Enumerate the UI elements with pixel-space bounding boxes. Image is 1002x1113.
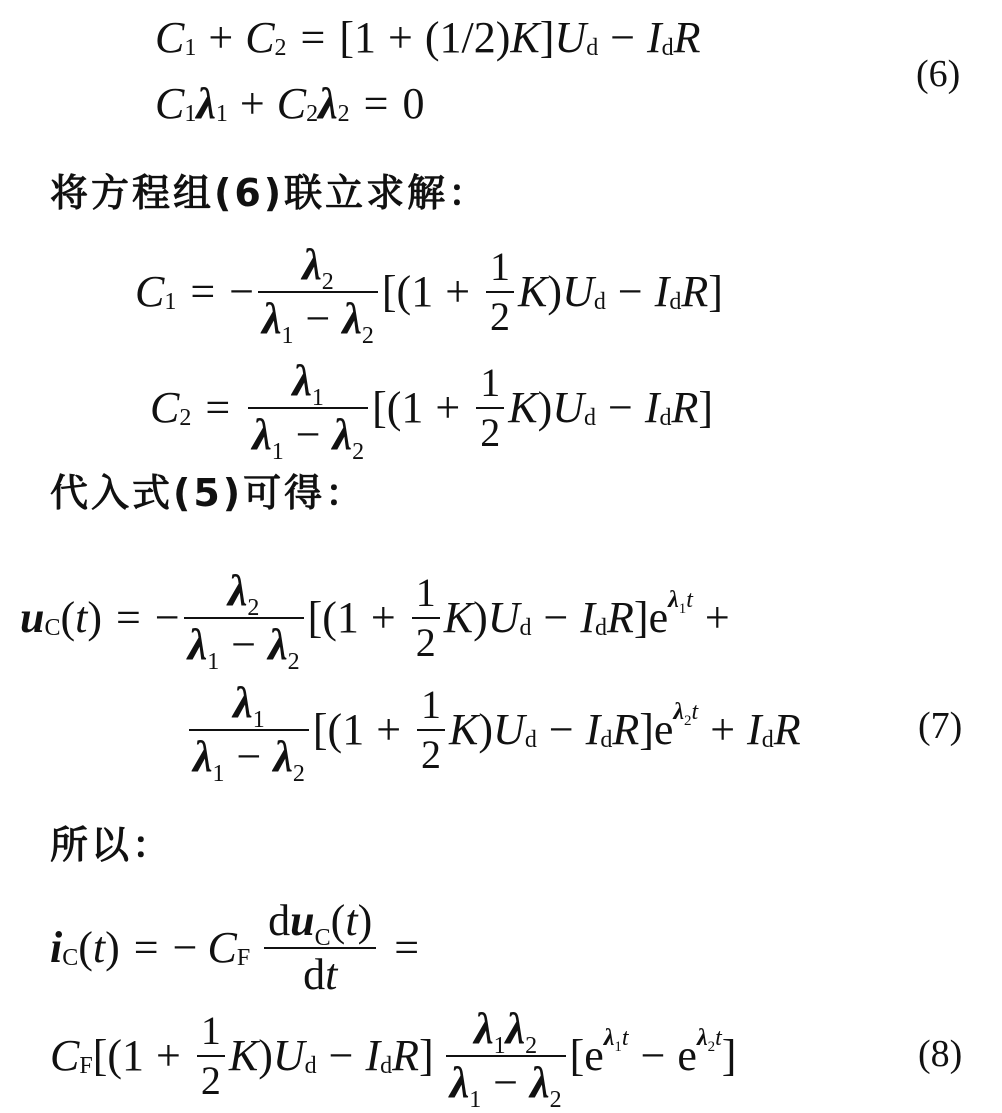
fraction-bar xyxy=(446,1055,566,1057)
symbol-lambda: λ xyxy=(668,587,679,614)
subscript: d xyxy=(595,615,608,642)
equals-sign: = xyxy=(190,267,216,317)
paragraph-substitute-intro: 代入式(5)可得： xyxy=(50,471,367,515)
fraction-lambda-product xyxy=(446,1004,566,1113)
subscript: 1 xyxy=(184,101,197,127)
subscript: d xyxy=(661,35,674,61)
subscript: 1 xyxy=(215,101,228,127)
symbol-C: C xyxy=(135,267,165,317)
paren-close: ) xyxy=(105,923,120,973)
symbol-t: t xyxy=(686,587,693,614)
symbol-u: u xyxy=(20,593,45,643)
denominator: 2 xyxy=(490,294,511,340)
symbol-K: K xyxy=(228,1031,259,1081)
fraction-bar xyxy=(197,1055,225,1057)
fraction-bar xyxy=(417,729,445,731)
subscript: d xyxy=(600,727,613,754)
symbol-e: e xyxy=(648,593,669,643)
minus-sign: − xyxy=(543,593,569,643)
paren-close: ) xyxy=(547,267,563,317)
symbol-K: K xyxy=(510,13,540,62)
fraction-one-half xyxy=(417,684,445,776)
subscript: d xyxy=(593,289,606,316)
subscript: 1 xyxy=(614,1039,622,1056)
equation-uC-line-1 xyxy=(20,566,742,676)
symbol-C: C xyxy=(155,13,185,62)
fraction-inline: (1/2) xyxy=(424,13,511,62)
symbol-lambda: λ xyxy=(187,620,208,670)
number: 1 xyxy=(401,383,424,433)
number: 1 xyxy=(411,267,434,317)
number: 0 xyxy=(402,79,425,128)
symbol-lambda: λ xyxy=(227,566,248,615)
bracket-close: ] xyxy=(708,267,723,317)
fraction-bar xyxy=(184,617,304,619)
minus-sign: − xyxy=(229,267,255,317)
fraction-derivative xyxy=(264,898,376,998)
symbol-t: t xyxy=(325,950,338,1000)
symbol-R: R xyxy=(607,593,634,643)
equation-uC-line-2 xyxy=(185,678,801,788)
minus-sign: − xyxy=(548,705,574,755)
symbol-U: U xyxy=(272,1031,305,1081)
number: 1 xyxy=(122,1031,145,1081)
fraction-lambda-ratio xyxy=(248,356,368,466)
symbol-lambda: λ xyxy=(505,1004,526,1053)
symbol-e: e xyxy=(584,1031,604,1081)
paren-close: ) xyxy=(87,593,103,643)
plus-sign: + xyxy=(435,383,461,433)
subscript: 1 xyxy=(281,323,294,350)
subscript: d xyxy=(761,727,774,754)
symbol-K: K xyxy=(449,705,479,755)
minus-sign: − xyxy=(172,923,198,973)
fraction-one-half xyxy=(412,572,440,664)
equation-iC-line-1 xyxy=(50,898,433,998)
plus-sign: + xyxy=(239,79,265,128)
exponent xyxy=(673,699,699,730)
subscript: 1 xyxy=(493,1033,506,1059)
minus-sign: − xyxy=(617,267,643,317)
symbol-lambda: λ xyxy=(273,732,293,782)
equation-6-line-1 xyxy=(155,13,701,62)
subscript: 2 xyxy=(274,35,287,61)
symbol-e: e xyxy=(677,1031,697,1081)
equation-iC-line-2 xyxy=(50,1004,737,1113)
subscript: d xyxy=(584,405,597,432)
fraction-one-half xyxy=(486,246,514,338)
number: 1 xyxy=(354,13,377,62)
fraction-bar xyxy=(248,407,368,409)
fraction-bar xyxy=(189,729,309,731)
subscript: C xyxy=(44,615,61,642)
symbol-t: t xyxy=(75,593,88,643)
symbol-lambda: λ xyxy=(196,79,216,128)
bracket-close: ] xyxy=(698,383,714,433)
equation-number-6: (6) xyxy=(916,53,961,95)
subscript: F xyxy=(236,945,251,972)
symbol-lambda: λ xyxy=(268,620,288,670)
subscript: 2 xyxy=(337,101,350,127)
symbol-lambda: λ xyxy=(262,294,282,344)
fraction-bar xyxy=(476,407,504,409)
symbol-U: U xyxy=(562,267,594,317)
fraction-one-half xyxy=(197,1010,225,1102)
symbol-C: C xyxy=(155,79,185,128)
subscript: 2 xyxy=(247,595,260,621)
minus-sign: − xyxy=(236,732,262,782)
subscript: 2 xyxy=(549,1087,562,1113)
paren-close: ) xyxy=(258,1031,273,1081)
number: 1 xyxy=(342,705,365,755)
fraction-lambda-ratio xyxy=(258,240,378,350)
denominator: 2 xyxy=(200,1058,221,1104)
plus-sign: + xyxy=(208,13,234,62)
symbol-C: C xyxy=(50,1031,80,1081)
bracket-close: ] xyxy=(539,13,555,62)
symbol-t: t xyxy=(345,896,358,945)
bracket-close: ] xyxy=(639,705,654,755)
symbol-t: t xyxy=(715,1025,722,1052)
symbol-I: I xyxy=(585,705,601,755)
numerator: 1 xyxy=(200,1008,221,1054)
subscript: d xyxy=(380,1053,393,1080)
equation-C2-solution xyxy=(150,356,714,466)
fraction-bar xyxy=(258,291,378,293)
bracket-close: ] xyxy=(721,1031,737,1081)
symbol-lambda: λ xyxy=(233,678,253,727)
equals-sign: = xyxy=(394,923,420,973)
symbol-lambda: λ xyxy=(449,1058,470,1108)
minus-sign: − xyxy=(295,410,321,460)
subscript: d xyxy=(304,1053,317,1080)
fraction-lambda-ratio xyxy=(189,678,309,788)
symbol-e: e xyxy=(653,705,674,755)
bracket-paren-open: [( xyxy=(381,267,412,317)
symbol-t: t xyxy=(92,923,106,973)
symbol-K: K xyxy=(518,267,548,317)
fraction-lambda-ratio xyxy=(184,566,304,676)
subscript: 2 xyxy=(306,101,319,127)
equals-sign: = xyxy=(205,383,231,433)
plus-sign: + xyxy=(704,593,730,643)
symbol-t: t xyxy=(621,1025,629,1052)
paragraph-solve-intro: 将方程组(6)联立求解： xyxy=(50,171,490,215)
equation-C1-solution xyxy=(135,240,723,350)
numerator: 1 xyxy=(421,682,442,728)
paren-close: ) xyxy=(357,896,373,945)
fraction-one-half xyxy=(476,362,504,454)
minus-sign: − xyxy=(328,1031,354,1081)
bracket-paren-open: [( xyxy=(92,1031,123,1081)
fraction-bar xyxy=(486,291,514,293)
subscript: 1 xyxy=(311,385,324,411)
subscript: d xyxy=(586,35,599,61)
plus-sign: + xyxy=(710,705,736,755)
paren-open: ( xyxy=(78,923,93,973)
equals-sign: = xyxy=(133,923,159,973)
symbol-C: C xyxy=(207,923,237,973)
symbol-u: u xyxy=(290,896,315,945)
minus-sign: − xyxy=(610,13,636,62)
symbol-lambda: λ xyxy=(474,1004,494,1053)
symbol-U: U xyxy=(487,593,520,643)
equation-6-line-2 xyxy=(155,79,425,128)
equals-sign: = xyxy=(116,593,141,643)
symbol-C: C xyxy=(150,383,180,433)
fraction-bar xyxy=(412,617,440,619)
subscript: C xyxy=(314,925,331,951)
minus-sign: − xyxy=(608,383,633,433)
minus-sign: − xyxy=(493,1058,519,1108)
symbol-R: R xyxy=(671,383,699,433)
bracket-paren-open: [( xyxy=(372,383,402,433)
subscript: d xyxy=(524,727,537,754)
symbol-lambda: λ xyxy=(193,732,213,782)
subscript: d xyxy=(659,405,672,432)
symbol-I: I xyxy=(644,383,660,433)
minus-sign: − xyxy=(640,1031,666,1081)
symbol-I: I xyxy=(747,705,762,755)
symbol-U: U xyxy=(493,705,525,755)
symbol-I: I xyxy=(647,13,662,62)
symbol-lambda: λ xyxy=(332,410,353,460)
exponent xyxy=(696,1025,722,1056)
subscript: 2 xyxy=(287,649,300,676)
paren-close: ) xyxy=(537,383,553,433)
symbol-R: R xyxy=(773,705,801,755)
plus-sign: + xyxy=(388,13,413,62)
symbol-I: I xyxy=(365,1031,381,1081)
equals-sign: = xyxy=(363,79,389,128)
symbol-lambda: λ xyxy=(696,1025,708,1052)
symbol-lambda: λ xyxy=(302,240,322,289)
subscript: 2 xyxy=(525,1033,538,1059)
symbol-R: R xyxy=(392,1031,420,1081)
subscript: 2 xyxy=(684,713,692,730)
paren-close: ) xyxy=(478,705,494,755)
subscript: 2 xyxy=(321,269,334,295)
subscript: 1 xyxy=(271,439,284,466)
paragraph-therefore: 所以： xyxy=(50,823,174,867)
exponent xyxy=(603,1025,629,1056)
symbol-d: d xyxy=(303,950,326,1000)
symbol-C: C xyxy=(245,13,275,62)
symbol-lambda: λ xyxy=(673,699,685,726)
symbol-lambda: λ xyxy=(292,356,312,405)
symbol-C: C xyxy=(276,79,307,128)
subscript: 1 xyxy=(184,35,197,61)
subscript: 2 xyxy=(352,439,365,466)
subscript: d xyxy=(519,615,532,642)
bracket-open: [ xyxy=(569,1031,585,1081)
bracket-close: ] xyxy=(419,1031,434,1081)
subscript: 1 xyxy=(252,707,265,733)
subscript: 2 xyxy=(179,405,192,432)
symbol-U: U xyxy=(554,13,587,62)
denominator: 2 xyxy=(421,732,442,778)
symbol-lambda: λ xyxy=(318,79,338,128)
paren-open: ( xyxy=(60,593,76,643)
equals-sign: = xyxy=(300,13,326,62)
minus-sign: − xyxy=(231,620,257,670)
bracket-paren-open: [( xyxy=(307,593,337,643)
denominator: 2 xyxy=(480,410,501,456)
symbol-I: I xyxy=(580,593,596,643)
symbol-i: i xyxy=(50,923,63,973)
bracket-paren-open: [( xyxy=(312,705,343,755)
number: 1 xyxy=(336,593,359,643)
symbol-K: K xyxy=(508,383,538,433)
subscript: 1 xyxy=(207,649,220,676)
subscript: F xyxy=(79,1053,93,1080)
symbol-lambda: λ xyxy=(603,1025,615,1052)
paren-close: ) xyxy=(473,593,488,643)
equation-number-7: (7) xyxy=(918,705,963,747)
subscript: 1 xyxy=(469,1087,482,1113)
symbol-I: I xyxy=(654,267,670,317)
numerator: 1 xyxy=(490,244,511,290)
symbol-t: t xyxy=(691,699,699,726)
symbol-lambda: λ xyxy=(342,294,362,344)
subscript: 1 xyxy=(164,289,177,316)
bracket-close: ] xyxy=(633,593,649,643)
subscript: 2 xyxy=(361,323,374,350)
symbol-d: d xyxy=(268,896,291,945)
paren-open: ( xyxy=(330,896,346,945)
equation-number-8: (8) xyxy=(918,1033,963,1075)
symbol-lambda: λ xyxy=(530,1058,550,1108)
numerator: 1 xyxy=(415,570,436,616)
plus-sign: + xyxy=(370,593,396,643)
plus-sign: + xyxy=(445,267,471,317)
symbol-R: R xyxy=(681,267,709,317)
plus-sign: + xyxy=(376,705,402,755)
minus-sign: − xyxy=(305,294,331,344)
denominator: 2 xyxy=(415,620,436,666)
subscript: 2 xyxy=(292,761,305,788)
symbol-R: R xyxy=(612,705,640,755)
subscript: C xyxy=(62,945,79,972)
bracket-open: [ xyxy=(339,13,355,62)
numerator: 1 xyxy=(480,360,501,406)
subscript: 2 xyxy=(707,1039,716,1056)
symbol-U: U xyxy=(552,383,585,433)
minus-sign: − xyxy=(154,593,180,643)
exponent xyxy=(668,587,693,618)
symbol-K: K xyxy=(443,593,474,643)
subscript: 1 xyxy=(678,601,687,618)
plus-sign: + xyxy=(156,1031,181,1081)
symbol-R: R xyxy=(673,13,701,62)
subscript: 1 xyxy=(212,761,225,788)
symbol-lambda: λ xyxy=(252,410,272,460)
subscript: d xyxy=(669,289,682,316)
